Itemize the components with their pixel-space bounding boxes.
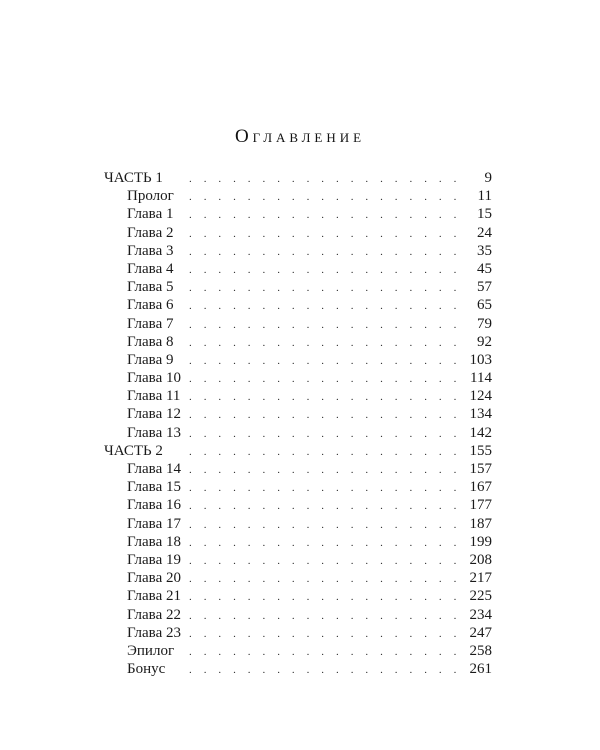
dot-leader <box>189 425 464 443</box>
toc-entry-label: ЧАСТЬ 1 <box>104 170 163 186</box>
dot-leader <box>189 206 464 224</box>
dot-leader <box>189 261 464 279</box>
dot-leader <box>189 461 464 479</box>
toc-entry-label: Глава 11 <box>127 388 181 405</box>
toc-page-number: 11 <box>477 188 492 205</box>
toc-page-number: 247 <box>469 624 492 641</box>
dot-leader <box>189 225 464 243</box>
toc-chapter-entry[interactable] <box>104 478 492 496</box>
toc-chapter-entry[interactable] <box>104 333 492 351</box>
toc-page-number: 208 <box>469 551 492 568</box>
toc-entry-label: Глава 9 <box>127 351 174 368</box>
toc-entry-label: Глава 17 <box>127 515 181 532</box>
toc-entry-label: Глава 22 <box>127 606 181 623</box>
table-of-contents <box>104 169 492 678</box>
toc-part-entry[interactable] <box>104 169 492 187</box>
toc-entry-label: Глава 8 <box>127 333 174 350</box>
toc-page-number: 234 <box>469 606 492 623</box>
toc-page-number: 35 <box>477 242 492 259</box>
toc-entry-label: Глава 23 <box>127 624 181 641</box>
toc-chapter-entry[interactable] <box>104 642 492 660</box>
toc-page-number: 24 <box>477 224 492 241</box>
toc-chapter-entry[interactable] <box>104 460 492 478</box>
toc-chapter-entry[interactable] <box>104 351 492 369</box>
toc-entry-label: Глава 15 <box>127 479 181 496</box>
dot-leader <box>189 570 464 588</box>
toc-chapter-entry[interactable] <box>104 187 492 205</box>
toc-chapter-entry[interactable] <box>104 660 492 678</box>
toc-entry-label: Глава 6 <box>127 297 174 314</box>
toc-part-entry[interactable] <box>104 442 492 460</box>
page-title: Оглавление <box>234 125 366 147</box>
toc-chapter-entry[interactable] <box>104 405 492 423</box>
toc-chapter-entry[interactable] <box>104 387 492 405</box>
toc-page-number: 134 <box>469 406 492 423</box>
toc-entry-label: Глава 19 <box>127 551 181 568</box>
toc-page-number: 187 <box>469 515 492 532</box>
toc-entry-label: Глава 14 <box>127 461 181 477</box>
toc-page-number: 157 <box>469 461 492 477</box>
toc-chapter-entry[interactable] <box>104 315 492 333</box>
toc-chapter-entry[interactable] <box>104 515 492 533</box>
dot-leader <box>189 534 464 552</box>
toc-chapter-entry[interactable] <box>104 587 492 605</box>
toc-chapter-entry[interactable] <box>104 424 492 442</box>
toc-chapter-entry[interactable] <box>104 624 492 642</box>
toc-entry-label: Глава 5 <box>127 279 174 296</box>
toc-chapter-entry[interactable] <box>104 205 492 223</box>
toc-chapter-entry[interactable] <box>104 224 492 242</box>
toc-entry-label: Эпилог <box>127 642 175 659</box>
toc-page-number: 177 <box>469 497 492 514</box>
toc-entry-label: Глава 1 <box>127 206 174 223</box>
toc-entry-label: Пролог <box>127 188 174 205</box>
toc-entry-label: Глава 7 <box>127 315 174 332</box>
dot-leader <box>189 388 464 406</box>
toc-chapter-entry[interactable] <box>104 533 492 551</box>
toc-page-number: 167 <box>469 479 492 496</box>
toc-page-number: 142 <box>469 424 492 441</box>
dot-leader <box>189 497 464 515</box>
toc-page-number: 9 <box>484 170 492 186</box>
dot-leader <box>189 406 464 424</box>
toc-entry-label: Глава 3 <box>127 242 174 259</box>
toc-entry-label: Глава 2 <box>127 224 174 241</box>
toc-chapter-entry[interactable] <box>104 606 492 624</box>
dot-leader <box>189 661 464 679</box>
toc-chapter-entry[interactable] <box>104 369 492 387</box>
dot-leader <box>189 279 464 297</box>
toc-chapter-entry[interactable] <box>104 296 492 314</box>
dot-leader <box>189 607 464 625</box>
dot-leader <box>189 188 464 206</box>
dot-leader <box>189 352 464 370</box>
toc-entry-label: Глава 18 <box>127 533 181 550</box>
toc-chapter-entry[interactable] <box>104 278 492 296</box>
toc-chapter-entry[interactable] <box>104 242 492 260</box>
dot-leader <box>189 479 464 497</box>
toc-entry-label: Бонус <box>127 661 166 678</box>
toc-chapter-entry[interactable] <box>104 569 492 587</box>
toc-entry-label: Глава 12 <box>127 406 181 423</box>
dot-leader <box>189 297 464 315</box>
toc-entry-label: Глава 16 <box>127 497 181 514</box>
toc-page-number: 261 <box>469 661 492 678</box>
toc-chapter-entry[interactable] <box>104 551 492 569</box>
toc-page-number: 15 <box>477 206 492 223</box>
toc-entry-label: ЧАСТЬ 2 <box>104 442 163 459</box>
toc-entry-label: Глава 4 <box>127 260 174 277</box>
dot-leader <box>189 588 464 606</box>
toc-entry-label: Глава 20 <box>127 570 181 587</box>
dot-leader <box>189 643 464 661</box>
toc-page-number: 103 <box>469 351 492 368</box>
toc-chapter-entry[interactable] <box>104 260 492 278</box>
toc-chapter-entry[interactable] <box>104 496 492 514</box>
toc-entry-label: Глава 21 <box>127 588 181 605</box>
toc-entry-label: Глава 10 <box>127 370 181 387</box>
toc-page-number: 65 <box>477 297 492 314</box>
toc-page-number: 124 <box>469 388 492 405</box>
toc-page-number: 225 <box>469 588 492 605</box>
dot-leader <box>189 625 464 643</box>
toc-page-number: 258 <box>469 642 492 659</box>
dot-leader <box>189 443 464 461</box>
dot-leader <box>189 370 464 388</box>
toc-page-number: 45 <box>477 260 492 277</box>
toc-entry-label: Глава 13 <box>127 424 181 441</box>
toc-page-number: 79 <box>477 315 492 332</box>
dot-leader <box>189 243 464 261</box>
toc-page-number: 114 <box>470 370 492 387</box>
toc-page-number: 199 <box>469 533 492 550</box>
toc-page-number: 155 <box>469 442 492 459</box>
toc-page-number: 57 <box>477 279 492 296</box>
toc-page-number: 92 <box>477 333 492 350</box>
dot-leader <box>189 334 464 352</box>
dot-leader <box>189 170 464 188</box>
dot-leader <box>189 552 464 570</box>
dot-leader <box>189 316 464 334</box>
dot-leader <box>189 516 464 534</box>
toc-page-number: 217 <box>469 570 492 587</box>
